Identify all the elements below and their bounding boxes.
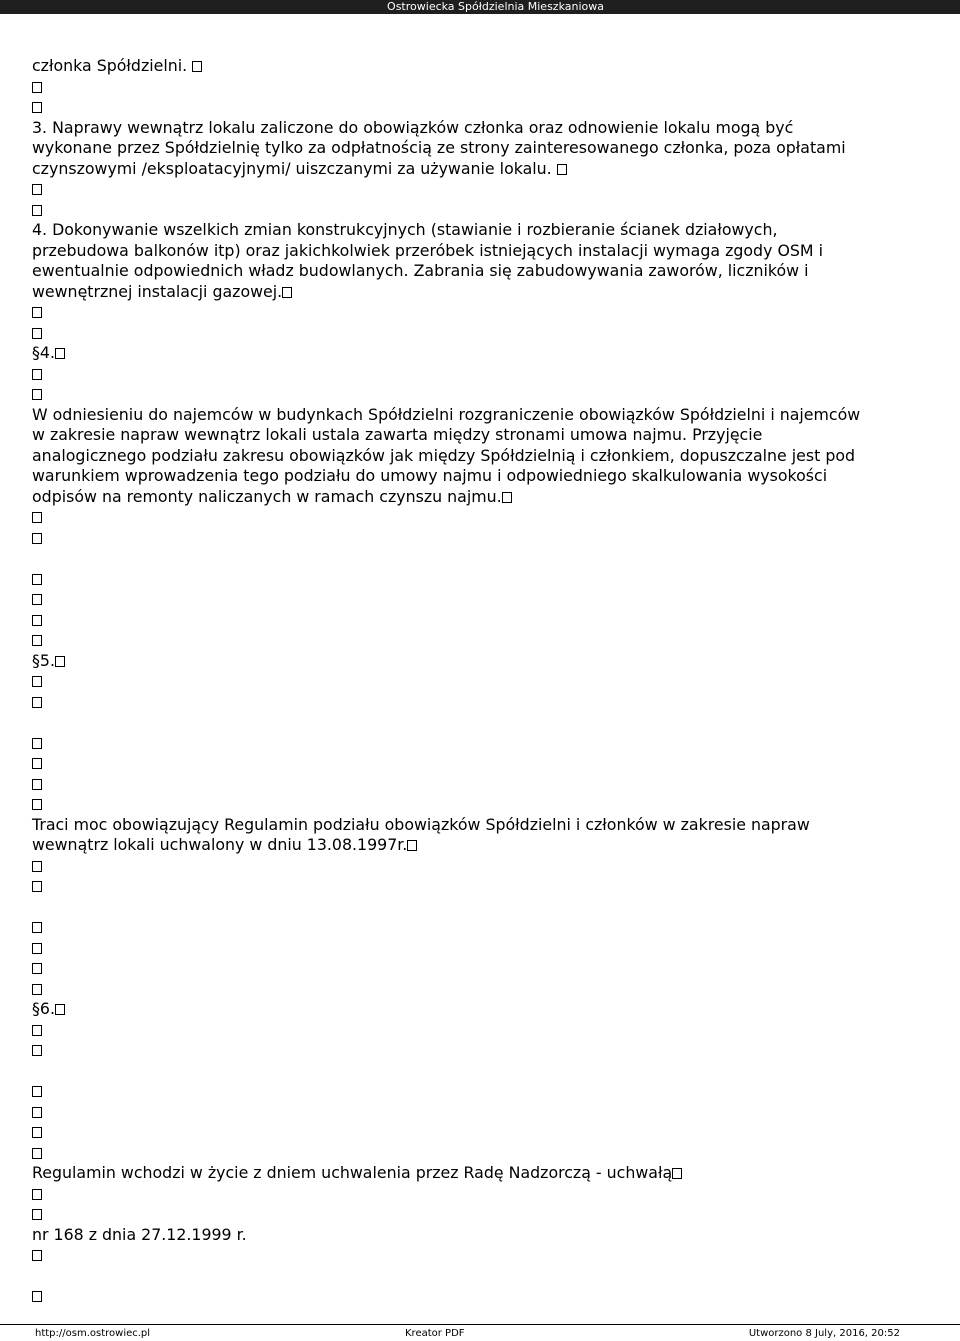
box-glyph-icon [32, 594, 42, 605]
box-glyph-icon [32, 205, 42, 216]
box-glyph-icon [32, 307, 42, 318]
box-glyph-icon [32, 881, 42, 892]
box-glyph-icon [32, 922, 42, 933]
section-heading-4: §4. [32, 343, 932, 364]
box-glyph-icon [32, 1086, 42, 1097]
box-glyph-icon [672, 1168, 682, 1179]
box-glyph-icon [32, 369, 42, 380]
box-glyph-icon [55, 348, 65, 359]
resolution-number-line: nr 168 z dnia 27.12.1999 r. [32, 1224, 247, 1244]
box-glyph-icon [192, 61, 202, 72]
box-glyph-icon [32, 1148, 42, 1159]
section-heading-6: §6. [32, 999, 932, 1020]
box-glyph-icon [32, 676, 42, 687]
box-glyph-icon [407, 840, 417, 851]
footer-url[interactable]: http://osm.ostrowiec.pl [35, 1328, 151, 1339]
box-glyph-icon [32, 1025, 42, 1036]
footer-generator: Kreator PDF [405, 1328, 465, 1339]
box-glyph-icon [32, 1127, 42, 1138]
box-glyph-icon [32, 984, 42, 995]
box-glyph-icon [557, 164, 567, 175]
page-header [0, 0, 960, 14]
box-glyph-icon [32, 1189, 42, 1200]
box-glyph-icon [32, 184, 42, 195]
box-glyph-icon [32, 861, 42, 872]
box-glyph-icon [32, 758, 42, 769]
box-glyph-icon [32, 1291, 42, 1302]
box-glyph-icon [32, 574, 42, 585]
box-glyph-icon [32, 963, 42, 974]
box-glyph-icon [32, 82, 42, 93]
box-glyph-icon [32, 738, 42, 749]
box-glyph-icon [32, 635, 42, 646]
document-body [32, 56, 932, 1307]
footer-created: Utworzono 8 July, 2016, 20:52 [748, 1328, 900, 1339]
box-glyph-icon [502, 492, 512, 503]
box-glyph-icon [32, 943, 42, 954]
box-glyph-icon [32, 102, 42, 113]
box-glyph-icon [55, 656, 65, 667]
section-heading-5: §5. [32, 651, 932, 672]
box-glyph-icon [32, 615, 42, 626]
box-glyph-icon [32, 1045, 42, 1056]
effective-date-line: Regulamin wchodzi w życie z dniem uchwalenia przez Radę Nadzorczą - uchwałą [32, 1163, 932, 1184]
box-glyph-icon [32, 697, 42, 708]
box-glyph-icon [282, 287, 292, 298]
box-glyph-icon [32, 1250, 42, 1261]
box-glyph-icon [32, 1107, 42, 1118]
box-glyph-icon [32, 512, 42, 523]
box-glyph-icon [32, 328, 42, 339]
paragraph-3: 3. Naprawy wewnątrz lokalu zaliczone do obowiązków członka oraz odnowienie lokalu mogą być wykonane przez Spółdzielnię tylko za odpłatnością ze strony zainteresowanego członka, poza opłatami czynszowymi /eksploatacyjnymi/ uiszczanymi za używanie lokalu. [32, 97, 932, 179]
box-glyph-icon [32, 389, 42, 400]
box-glyph-icon [32, 533, 42, 544]
paragraph-4: 4. Dokonywanie wszelkich zmian konstrukcyjnych (stawianie i rozbieranie ścianek działowych, przebudowa balkonów itp) oraz jakichkolwiek przeróbek istniejących instalacji wymaga zgody OSM i ewentualnie odpowiednich władz budowlanych. Zabrania się zabudowywania zaworów, liczników i wewnętrznej instalacji gazowej. [32, 220, 823, 301]
paragraph-repeal: Traci moc obowiązujący Regulamin podziału obowiązków Spółdzielni i członków w zakresie napraw wewnątrz lokali uchwalony w dniu 13.08.1997r. [32, 814, 810, 854]
box-glyph-icon [32, 1209, 42, 1220]
box-glyph-icon [32, 799, 42, 810]
paragraph-tenants: W odniesieniu do najemców w budynkach Spółdzielni rozgraniczenie obowiązków Spółdzielni i najemców w zakresie napraw wewnątrz lokali ustala zawarta między stronami umowa najmu. Przyjęcie analogicznego podziału zakresu obowiązków jak między Spółdzielnią i członkiem, dopuszczalne jest pod warunkiem wprowadzenia tego podziału do umowy najmu i odpowiedniego skalkulowania wysokości odpisów na remonty naliczanych w ramach czynszu najmu. [32, 404, 861, 506]
header-title: Ostrowiecka Spółdzielnia Mieszkaniowa [387, 0, 604, 13]
page-footer [0, 1324, 960, 1341]
box-glyph-icon [32, 779, 42, 790]
box-glyph-icon [55, 1004, 65, 1015]
text-line: członka Spółdzielni. [32, 56, 932, 77]
